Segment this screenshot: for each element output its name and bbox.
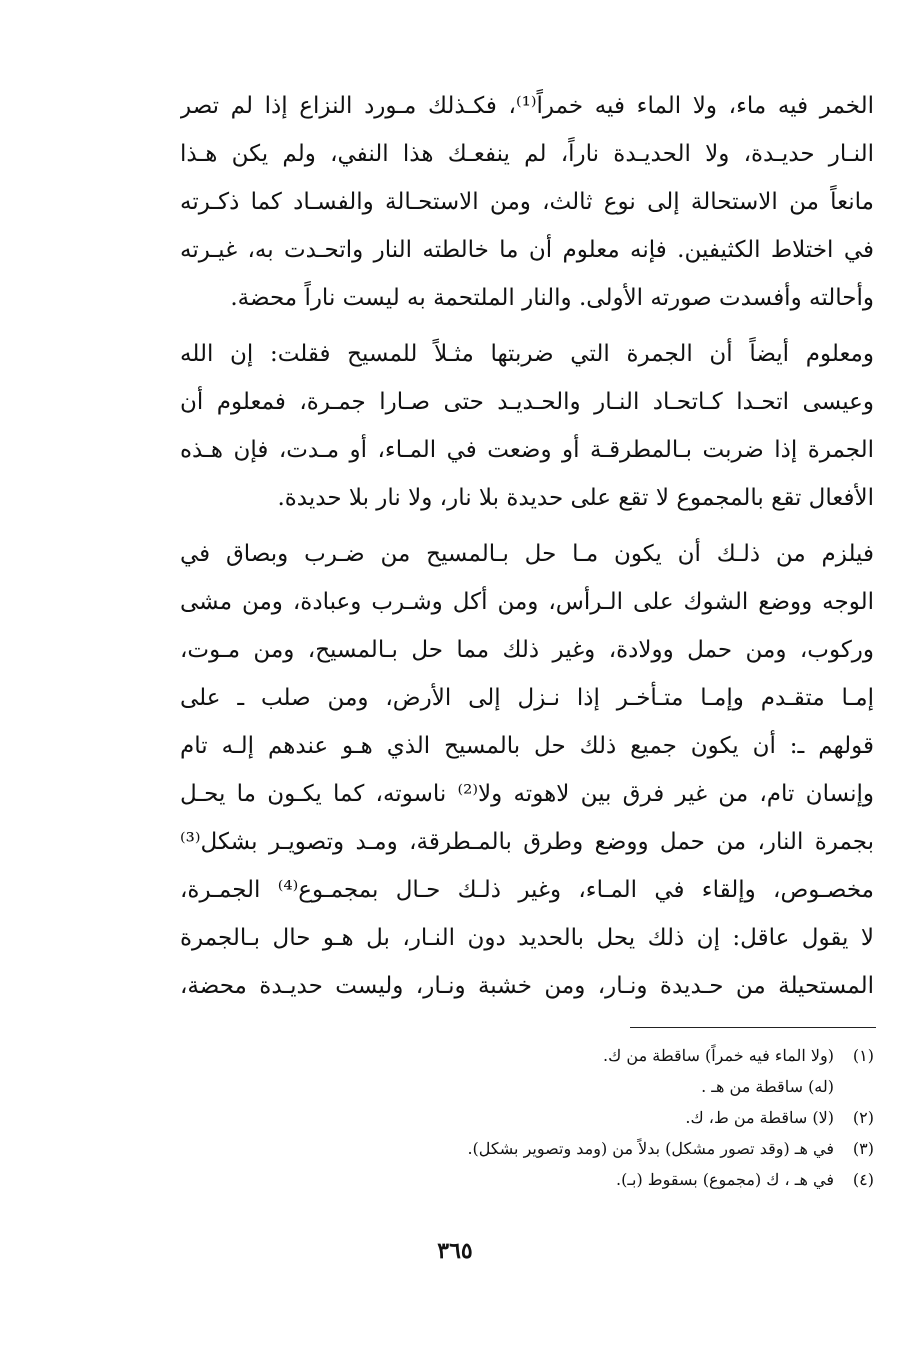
footnotes — [274, 1040, 874, 1195]
text-line: فيلزم من ذلـك أن يكون مـا حل بـالمسيح من ضـرب وبصاق في — [180, 541, 874, 567]
paragraph-1 — [180, 82, 874, 322]
footnote-item — [274, 1164, 874, 1195]
text-line: وأحالته وأفسدت صورته الأولى. والنار الملتحمة به ليست ناراً محضة. — [230, 285, 874, 311]
text-line: في اختلاط الكثيفين. فإنه معلوم أن ما خالطته النار واتحـدت به، غيـرته — [180, 237, 874, 263]
text-line: ومعلوم أيضاً أن الجمرة التي ضربتها مثـلاً للمسيح فقلت: إن الله — [180, 341, 874, 367]
footnote-number: (١) — [852, 1046, 874, 1065]
text-line: الجمرة إذا ضربت بـالمطرقـة أو وضعت في المـاء، أو مـدت، فإن هـذه — [180, 437, 874, 463]
text-line: مخصـوص، وإلقاء في المـاء، وغير ذلـك حـال بمجمـوع⁽⁴⁾ الجمـرة، — [180, 877, 874, 903]
footnote-number — [834, 1071, 874, 1102]
text-line: الخمر فيه ماء، ولا الماء فيه خمراً⁽¹⁾، فكـذلك مـورد النزاع إذا لم تصر — [180, 93, 874, 119]
footnote-text: (له) ساقطة من هـ . — [701, 1077, 834, 1096]
footnote-number: (٢) — [852, 1108, 874, 1127]
text-line: وإنسان تام، من غير فرق بين لاهوته ولا⁽²⁾ ناسوته، كما يكـون ما يحـل — [180, 781, 874, 807]
footnote-text: (ولا الماء فيه خمراً) ساقطة من ك. — [603, 1046, 834, 1065]
footnote-text: (لا) ساقطة من ط، ك. — [685, 1108, 834, 1127]
footnote-item — [274, 1133, 874, 1164]
paragraph-3 — [180, 530, 874, 1010]
paragraph-2 — [180, 330, 874, 522]
main-text — [180, 82, 874, 1018]
text-line: وركوب، ومن حمل وولادة، وغير ذلك مما حل بـالمسيح، ومن مـوت، — [180, 637, 874, 663]
text-line: النـار حديـدة، ولا الحديـدة ناراً، لم ينفعـك هذا النفي، ولم يكن هـذا — [180, 141, 874, 167]
footnote-number: (٣) — [852, 1139, 874, 1158]
text-line: وعيسى اتحـدا كـاتحـاد النـار والحـديـد حتى صـارا جمـرة، فمعلوم أن — [180, 389, 874, 415]
text-line: قولهم ـ: أن يكون جميع ذلك حل بالمسيح الذي هـو عندهم إلـه تام — [180, 733, 874, 759]
footnote-divider — [630, 1027, 876, 1028]
text-line: الوجه ووضع الشوك على الـرأس، ومن أكل وشـرب وعبادة، ومن مشى — [180, 589, 874, 615]
footnote-item — [274, 1102, 874, 1133]
footnote-item — [274, 1071, 874, 1102]
footnote-item — [274, 1040, 874, 1071]
text-line: بجمرة النار، من حمل ووضع وطرق بالمـطرقة، ومـد وتصويـر بشكل⁽³⁾ — [180, 829, 874, 855]
text-line: لا يقول عاقل: إن ذلك يحل بالحديد دون النـار، بل هـو حال بـالجمرة — [180, 925, 874, 951]
text-line: مانعاً من الاستحالة إلى نوع ثالث، ومن الاستحـالة والفسـاد كما ذكـرته — [180, 189, 874, 215]
text-line: الأفعال تقع بالمجموع لا تقع على حديدة بلا نار، ولا نار بلا حديدة. — [277, 485, 874, 511]
text-line: إمـا متقـدم وإمـا متـأخـر إذا نـزل إلى الأرض، ومن صلب ـ على — [180, 685, 874, 711]
page-number: ٣٦٥ — [437, 1238, 473, 1264]
footnote-text: في هـ ، ك (مجموع) بسقوط (بـ). — [615, 1170, 834, 1189]
footnote-text: في هـ (وقد تصور مشكل) بدلاً من (ومد وتصوير بشكل). — [467, 1139, 834, 1158]
text-line: المستحيلة من حـديدة ونـار، ومن خشبة ونـار، وليست حديـدة محضة، — [180, 973, 874, 999]
footnote-number: (٤) — [852, 1170, 874, 1189]
